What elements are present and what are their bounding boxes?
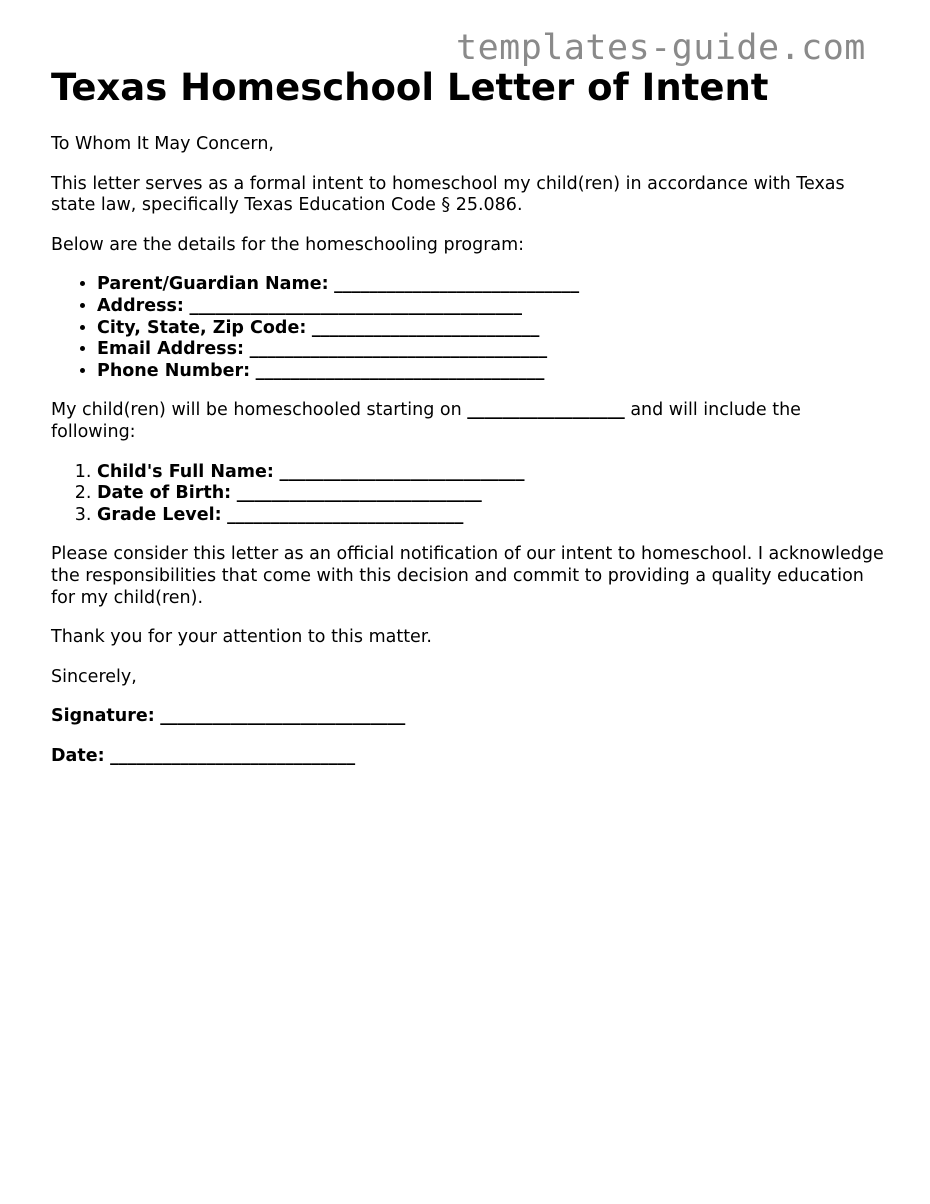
phone-blank[interactable]: _________________________________: [255, 360, 545, 381]
signature-blank[interactable]: ____________________________: [160, 706, 406, 727]
field-label: Email Address:: [97, 339, 245, 360]
field-label: City, State, Zip Code:: [97, 317, 307, 338]
watermark: templates-guide.com: [456, 28, 866, 68]
field-label: Parent/Guardian Name:: [97, 274, 329, 295]
sign-off: Sincerely,: [51, 666, 137, 687]
document-title: Texas Homeschool Letter of Intent: [51, 66, 769, 109]
signature-label: Signature:: [51, 706, 155, 727]
parent-details-list: [51, 274, 891, 382]
list-item: [97, 505, 891, 527]
field-label: Address:: [97, 295, 184, 316]
field-label: Phone Number:: [97, 360, 251, 381]
date-blank[interactable]: ____________________________: [110, 745, 356, 766]
start-text-before: My child(ren) will be homeschooled starting on: [51, 400, 468, 421]
list-item: [97, 462, 891, 484]
list-item: [97, 339, 891, 361]
list-item: [97, 361, 891, 383]
salutation: To Whom It May Concern,: [51, 134, 274, 154]
list-item: [97, 318, 891, 340]
child-name-blank[interactable]: ____________________________: [279, 461, 525, 482]
child-details-list: [51, 462, 891, 527]
list-item: [97, 296, 891, 318]
start-text-after: and will include the following:: [51, 400, 801, 442]
details-intro: Below are the details for the homeschooling program:: [51, 234, 525, 255]
list-item: [97, 483, 891, 505]
date-label: Date:: [51, 745, 105, 766]
start-date-paragraph: [51, 400, 891, 443]
date-line: [51, 746, 891, 768]
parent-name-blank[interactable]: ____________________________: [334, 274, 580, 295]
field-label: Date of Birth:: [97, 483, 232, 504]
date-of-birth-blank[interactable]: ____________________________: [236, 483, 482, 504]
list-item: [97, 274, 891, 296]
thanks-line: Thank you for your attention to this matter.: [51, 627, 432, 648]
city-state-zip-blank[interactable]: __________________________: [311, 317, 540, 338]
email-blank[interactable]: __________________________________: [249, 339, 548, 360]
address-blank[interactable]: ______________________________________: [189, 295, 523, 316]
intro-paragraph: This letter serves as a formal intent to homeschool my child(ren) in accordance with Texas state law, specifically Texas Education Code § 25.086.: [51, 173, 845, 216]
letter-body: [51, 134, 891, 785]
closing-paragraph: Please consider this letter as an official notification of our intent to homeschool. I acknowledge the responsibilities that come with this decision and commit to providing a quality education for my child(ren).: [51, 544, 884, 608]
signature-line: [51, 706, 891, 728]
start-date-blank[interactable]: __________________: [467, 400, 625, 421]
field-label: Child's Full Name:: [97, 461, 274, 482]
grade-level-blank[interactable]: ___________________________: [227, 504, 464, 525]
field-label: Grade Level:: [97, 504, 222, 525]
